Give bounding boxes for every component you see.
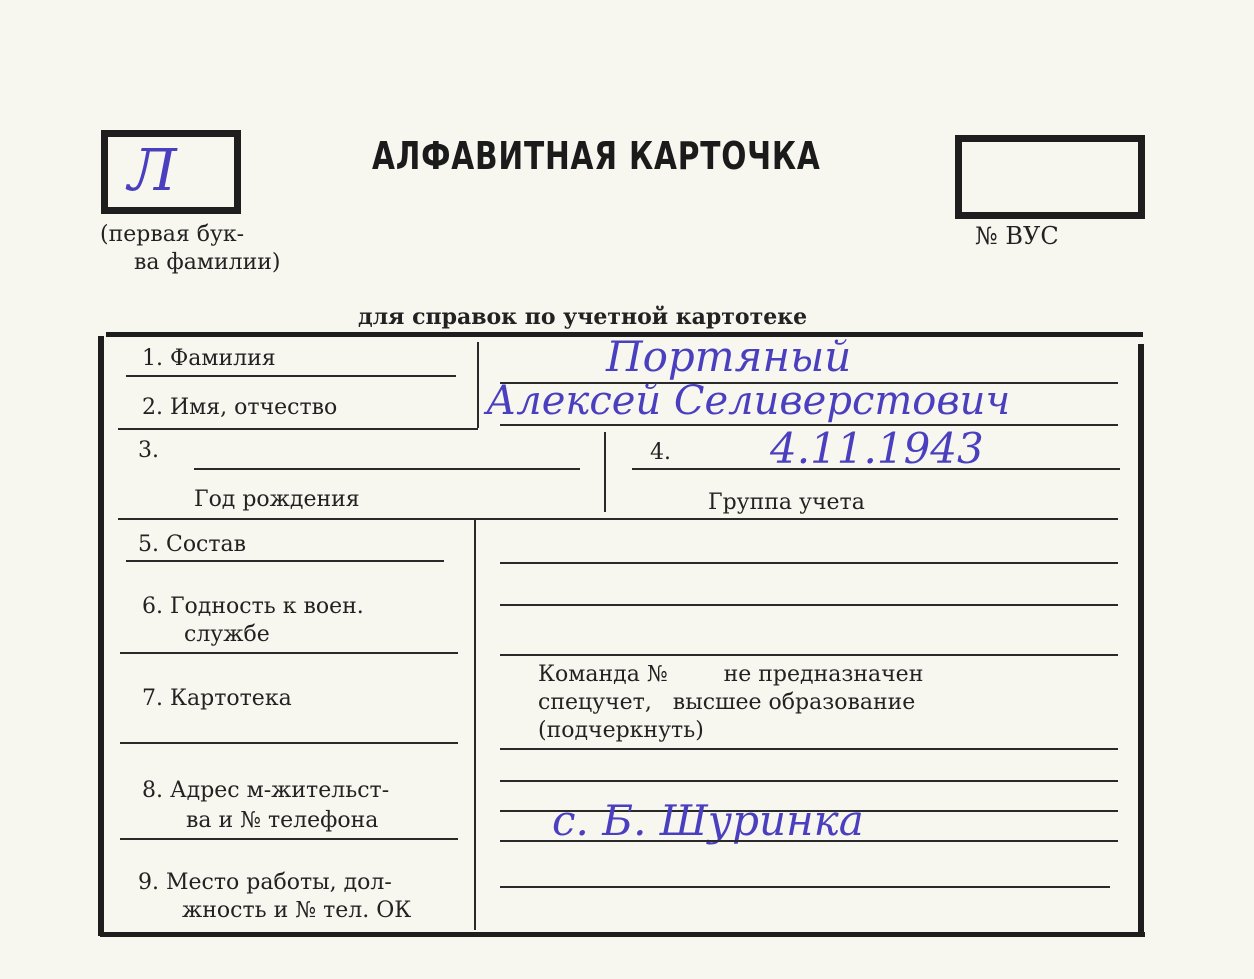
right-block-line2: спецучет, высшее образование xyxy=(538,690,916,715)
label-address-line2: ва и № телефона xyxy=(186,808,379,833)
first-letter-handwritten: Л xyxy=(128,136,177,204)
right-block-line1: Команда № не предназначен xyxy=(538,662,924,687)
label-card-file: 7. Картотека xyxy=(142,686,292,711)
label-name-patronymic: 2. Имя, отчество xyxy=(142,395,338,420)
label-address-line1: 8. Адрес м-жительст- xyxy=(142,778,390,803)
rule-surname xyxy=(126,375,456,377)
label-work-line1: 9. Место работы, дол- xyxy=(138,870,392,895)
rule-right-8 xyxy=(500,886,1110,888)
rule-right-4 xyxy=(500,748,1118,750)
vus-label: № ВУС xyxy=(975,222,1059,250)
label-birth-year: Год рождения xyxy=(194,487,360,512)
vus-box xyxy=(955,135,1145,219)
rule-right-2 xyxy=(500,604,1118,606)
label-composition: 5. Состав xyxy=(138,532,247,557)
rule-right-5 xyxy=(500,780,1118,782)
surname-handwritten: Портяный xyxy=(606,332,852,381)
frame-right-border xyxy=(1138,344,1144,936)
rule-row-4-bottom xyxy=(118,518,1118,520)
label-work-line2: жность и № тел. ОК xyxy=(182,898,412,923)
card-title: АЛФАВИТНАЯ КАРТОЧКА xyxy=(372,134,821,178)
first-letter-hint-line1: (первая бук- xyxy=(100,222,245,247)
divider-rows-3-4 xyxy=(604,432,606,512)
rule-birth-year xyxy=(194,468,580,470)
divider-rows-1-2 xyxy=(477,342,479,428)
name-patronymic-handwritten: Алексей Селиверстович xyxy=(486,378,1011,424)
rule-address xyxy=(120,838,458,840)
label-group: Группа учета xyxy=(708,490,865,515)
rule-right-3 xyxy=(500,654,1118,656)
rule-row-2-bottom xyxy=(118,428,478,430)
rule-fitness xyxy=(120,652,458,654)
first-letter-hint-line2: ва фамилии) xyxy=(134,250,281,275)
card-subtitle: для справок по учетной картотеке xyxy=(358,304,808,330)
rule-composition xyxy=(126,560,444,562)
rule-right-7 xyxy=(500,840,1118,842)
label-surname: 1. Фамилия xyxy=(142,346,276,371)
label-birth-num: 3. xyxy=(138,438,159,463)
frame-bottom-border xyxy=(100,932,1145,937)
divider-lower-section xyxy=(474,520,476,930)
group-date-handwritten: 4.11.1943 xyxy=(770,424,984,473)
rule-card-file xyxy=(120,742,458,744)
right-block-line3: (подчеркнуть) xyxy=(538,718,704,743)
frame-left-border xyxy=(98,336,104,936)
label-fitness-line2: службе xyxy=(184,622,270,647)
label-fitness-line1: 6. Годность к воен. xyxy=(142,594,364,619)
label-group-num: 4. xyxy=(650,440,671,465)
address-handwritten: с. Б. Шуринка xyxy=(552,796,864,845)
rule-right-1 xyxy=(500,562,1118,564)
